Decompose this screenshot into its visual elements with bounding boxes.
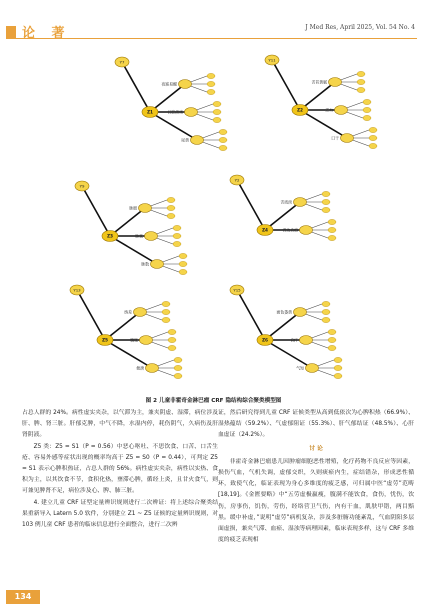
- hub-label: Z6: [261, 338, 269, 344]
- header-rule: [6, 38, 417, 39]
- symptom-node: [179, 269, 187, 274]
- section-title: 论 著: [22, 26, 71, 41]
- leaf-node-label: 纳差: [124, 309, 132, 315]
- symptom-node: [328, 219, 336, 224]
- symptom-node: [322, 309, 330, 314]
- right-text-column: [218, 408, 414, 546]
- symptom-node: [357, 71, 365, 76]
- symptom-node: [173, 241, 181, 246]
- cluster-4: [230, 175, 336, 241]
- right-paragraph-2: 非霍奇金淋巴瘤患儿因肿瘤细胞恶性增殖，化疗药物不良反应等因素，损伤气血，气机失调，虚郁交织，久则痰瘀内生，症结错杂，形成恶性循环，致使气化，临证表现为身心多维度的疲乏感，可归属中医“虚劳”范畴 [18,19]。《金匮要略》中“五劳虚极羸瘦，腹满不能饮食，食伤，忧伤，饮伤，房事伤，饥伤，劳伤，经络营卫气伤，内有干血，肌肤甲错，两目黯黑。缓中补虚，”说明“虚劳”病机复杂，涉及多脏腑功能紊乱，气血阴阳多层面虚损，兼夹气滞、血瘀、湿浊等病理因素，临床表现多样，这与 CRF 多维度的疲乏表现相: [218, 458, 414, 544]
- hub-label: Z2: [296, 108, 304, 114]
- left-paragraph-3: 4. 建立儿童 CRF 证型定量辨识规则进行二次辨证：将上述综合聚类结果重新导入 Latern 5.0 软件，分别建立 Z1 ~ Z5 证候的定量辨识规则，对 103 例儿童 CRF 患者的临床信息进行全面整合，进行二次辨: [22, 499, 218, 529]
- symptom-node: [207, 73, 215, 78]
- leaf-node: [341, 134, 354, 143]
- symptom-node: [219, 145, 227, 150]
- symptom-node: [322, 199, 330, 204]
- leaf-node-label: 脉细: [129, 205, 137, 211]
- left-paragraph-2: Z5 类：Z5 = S1（P = 0.56）中恶心呕吐、不思饮食、口苦、口舌生疮、容易外感等症状出现的概率均高于 Z5 = S0（P = 0.44），可判定 Z5 = S1 表示心脾积热证，占总人群的 56%。病性虚实夹杂，病性以实热、食积为主，以其饮食不节，食积化热，壅滞心脾，循经上炎，且甘火食气，则可兼见脾肾不足，病位涉及心、脾、肺三脏。: [22, 443, 218, 495]
- symptom-node: [162, 301, 170, 306]
- journal-citation: J Med Res, April 2025, Vol. 54 No. 4: [305, 24, 415, 31]
- leaf-node: [134, 308, 147, 317]
- symptom-node: [207, 89, 215, 94]
- left-text-column: [22, 408, 218, 531]
- symptom-node: [369, 143, 377, 148]
- cluster-model-figure: [0, 40, 427, 392]
- leaf-node-label: 脉弦: [135, 233, 143, 239]
- symptom-node: [219, 137, 227, 142]
- leaf-node: [306, 364, 319, 373]
- leaf-node: [300, 336, 313, 345]
- leaf-node-label: 口腔溃疡: [167, 109, 183, 115]
- right-paragraph-1: 证，然后研究得到儿童 CRF 证候类型从高到低依次为心脾积热（66.9%）、湿热蕴结（59.2%）、气虚郁阻证（55.3%）、肝气郁结证（48.5%）、心肝血虚证（24.2%）。: [218, 410, 414, 439]
- symptom-node: [369, 127, 377, 132]
- symptom-node: [322, 301, 330, 306]
- cluster-edge: [237, 290, 265, 340]
- leaf-node-label: 脉数: [141, 261, 149, 267]
- symptom-node: [167, 197, 175, 202]
- symptom-node: [334, 365, 342, 370]
- leaf-node-label: 气短: [296, 365, 304, 371]
- top-node-label: Y2: [234, 177, 240, 183]
- symptom-node: [207, 81, 215, 86]
- hub-label: Z4: [261, 228, 269, 234]
- symptom-node: [174, 357, 182, 362]
- leaf-node-label: 便溏: [136, 365, 144, 371]
- leaf-node: [191, 136, 204, 145]
- symptom-node: [328, 235, 336, 240]
- symptom-node: [167, 205, 175, 210]
- symptom-node: [369, 135, 377, 140]
- top-node-label: Y15: [233, 287, 241, 293]
- leaf-node-label: 舌质淡: [280, 199, 292, 205]
- symptom-node: [328, 337, 336, 342]
- leaf-node-label: 腹胀: [130, 337, 138, 343]
- cluster-3: [75, 181, 187, 275]
- symptom-node: [357, 79, 365, 84]
- leaf-node: [146, 364, 159, 373]
- symptom-node: [168, 337, 176, 342]
- leaf-node-label: 舌边齿痕: [282, 227, 298, 233]
- leaf-node-label: 尿黄: [181, 137, 189, 143]
- leaf-node: [300, 226, 313, 235]
- symptom-node: [174, 373, 182, 378]
- symptom-node: [322, 207, 330, 212]
- symptom-node: [328, 227, 336, 232]
- leaf-node: [140, 336, 153, 345]
- page-header: [0, 0, 427, 40]
- leaf-node-label: 舌苔黄腻: [311, 79, 327, 85]
- symptom-node: [168, 345, 176, 350]
- leaf-node: [335, 106, 348, 115]
- leaf-node-label: 口干: [331, 135, 339, 141]
- symptom-node: [174, 365, 182, 370]
- symptom-node: [363, 107, 371, 112]
- symptom-node: [322, 317, 330, 322]
- leaf-node: [294, 198, 307, 207]
- symptom-node: [167, 213, 175, 218]
- leaf-node: [294, 308, 307, 317]
- symptom-node: [162, 309, 170, 314]
- symptom-node: [173, 225, 181, 230]
- symptom-node: [173, 233, 181, 238]
- symptom-node: [363, 115, 371, 120]
- leaf-node: [151, 260, 164, 269]
- top-node-label: Y13: [73, 287, 81, 293]
- symptom-node: [179, 253, 187, 258]
- cluster-5: [70, 285, 182, 379]
- leaf-node: [139, 204, 152, 213]
- symptom-node: [213, 101, 221, 106]
- symptom-node: [213, 109, 221, 114]
- symptom-node: [357, 87, 365, 92]
- cluster-edge: [272, 60, 300, 110]
- page-number: 134: [6, 590, 40, 604]
- leaf-node-label: 自汗: [290, 337, 298, 343]
- cluster-edge: [77, 290, 105, 340]
- symptom-node: [328, 345, 336, 350]
- symptom-node: [219, 129, 227, 134]
- cluster-1: [115, 57, 227, 151]
- symptom-node: [168, 329, 176, 334]
- symptom-node: [322, 191, 330, 196]
- symptom-node: [179, 261, 187, 266]
- cluster-2: [265, 55, 377, 149]
- leaf-node: [329, 78, 342, 87]
- header-accent-bar: [6, 26, 16, 38]
- leaf-node-label: 面色萎黄: [276, 309, 292, 315]
- leaf-node-label: 乏力: [325, 107, 333, 113]
- figure-caption: 图 2 儿童非霍奇金淋巴瘤 CRF 隐结构综合聚类模型图: [145, 398, 282, 404]
- top-node-label: Y7: [119, 59, 125, 65]
- leaf-node: [145, 232, 158, 241]
- left-paragraph-1: 占总人群的 24%。病性虚实夹杂，以气滞为主，兼夹阴虚、湿滞，病位涉及肝、脾、肾三脏。肝郁克脾，中气不降，水湿内停，耗伤阴气，久病伤及肝肾阴液。: [22, 410, 218, 439]
- top-node-label: Y11: [268, 57, 276, 63]
- symptom-node: [334, 357, 342, 362]
- leaf-node: [179, 80, 192, 89]
- hub-label: Z5: [101, 338, 109, 344]
- symptom-node: [162, 317, 170, 322]
- leaf-node-label: 夜寐易醒: [161, 81, 177, 87]
- symptom-node: [328, 329, 336, 334]
- symptom-node: [363, 99, 371, 104]
- cluster-6: [230, 285, 342, 379]
- leaf-node: [185, 108, 198, 117]
- discussion-heading: 讨 论: [309, 445, 323, 452]
- hub-label: Z3: [106, 234, 114, 240]
- hub-label: Z1: [146, 110, 154, 116]
- top-node-label: Y9: [79, 183, 85, 189]
- symptom-node: [334, 373, 342, 378]
- symptom-node: [213, 117, 221, 122]
